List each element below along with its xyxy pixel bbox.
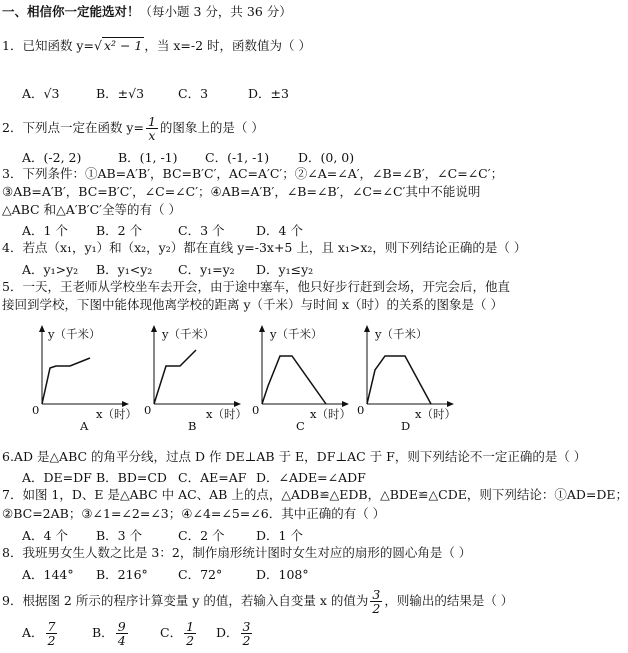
graph-c-xlabel: x（时） (310, 407, 351, 421)
graph-d-ylabel: y（千米） (375, 327, 428, 341)
sqrt-expression: √ x² − 1 (93, 38, 143, 53)
q7-option-b: B．3 个 (96, 528, 143, 543)
graph-d (353, 322, 458, 432)
q5-graphs (28, 322, 458, 432)
q8-option-b: B．216° (96, 567, 148, 582)
graph-d-label: D (401, 419, 411, 433)
q6-option-d: D．∠ADE=∠ADF (256, 470, 366, 485)
graph-c-label: C (296, 419, 305, 433)
graph-b-y-arrow (151, 325, 157, 332)
q4-option-d: D．y₁≤y₂ (256, 262, 314, 277)
q7-option-a: A．4 个 (22, 528, 68, 543)
graph-b-origin: 0 (144, 403, 152, 417)
section-note: （每小题 3 分，共 36 分） (139, 4, 292, 19)
graph-a-xlabel: x（时） (96, 407, 137, 421)
graph-b-ylabel: y（千米） (162, 327, 215, 341)
q9-d-letter: D． (216, 625, 239, 640)
graph-c-curve (262, 356, 326, 404)
q8-option-d: D．108° (256, 567, 309, 582)
q2-option-d: D．(0, 0) (298, 150, 355, 165)
q9-d-num: 3 (242, 619, 251, 634)
q9-a-fraction (46, 620, 58, 647)
q1-stem-after: ，当 x=-2 时，函数值为（ ） (144, 38, 311, 53)
q9-stem-after: ，则输出的结果是（ ） (384, 593, 514, 608)
q8-option-a: A．144° (22, 567, 74, 582)
q6-stem: 6.AD 是△ABC 的角平分线，过点 D 作 DE⊥AB 于 E，DF⊥AC 于 F，则下列结论不一定正确的是（ ） (2, 449, 587, 464)
q9-c-letter: C． (160, 625, 183, 640)
q7-option-c: C．2 个 (178, 528, 225, 543)
graph-d-origin: 0 (357, 403, 365, 417)
q9-c-den: 2 (186, 633, 195, 648)
question-1 (2, 38, 311, 54)
graph-a-label: A (80, 419, 89, 433)
q4-option-a: A．y₁>y₂ (22, 262, 79, 277)
q1-option-a: A．√3 (22, 86, 60, 101)
graph-b-xlabel: x（时） (206, 407, 247, 421)
q9-c-fraction (184, 620, 196, 647)
q1-option-c: C．3 (178, 86, 209, 101)
graph-c (248, 322, 353, 432)
graph-a-y-arrow (39, 325, 45, 332)
question-9 (2, 588, 513, 615)
q9-d-fraction (241, 620, 253, 647)
q9-option-c (160, 620, 198, 647)
question-2 (2, 115, 264, 142)
graph-c-origin: 0 (252, 403, 260, 417)
q5-line-2: 接回到学校，下图中能体现他离学校的距离 y（千米）与时间 x（时）的关系的图象是（ ） (2, 297, 504, 312)
q2-option-b: B．(1, -1) (118, 150, 178, 165)
q9-b-fraction (116, 620, 128, 647)
graph-d-xlabel: x（时） (415, 407, 456, 421)
q9-option-a (22, 620, 59, 647)
q9-b-letter: B． (92, 625, 114, 640)
q4-option-c: C．y₁=y₂ (178, 262, 235, 277)
q4-option-b: B．y₁<y₂ (96, 262, 153, 277)
q2-option-a: A．(-2, 2) (22, 150, 82, 165)
q9-a-num: 7 (47, 619, 56, 634)
q9-a-letter: A． (22, 625, 44, 640)
q3-option-d: D．4 个 (256, 223, 303, 238)
q9-d-den: 2 (242, 633, 251, 648)
q4-stem: 4．若点（x₁，y₁）和（x₂，y₂）都在直线 y=-3x+5 上，且 x₁>x₂，则下列结论正确的是（ ） (2, 240, 527, 255)
q3-line-1: 3．下列条件：①AB=A′B′，BC=B′C′，AC=A′C′；②∠A=∠A′，∠B=∠B′，∠C=∠C′； (2, 166, 504, 181)
q2-option-c: C．(-1, -1) (205, 150, 270, 165)
graph-b (140, 322, 245, 432)
q7-option-d: D．1 个 (256, 528, 303, 543)
q2-stem-before: 2．下列点一定在函数 y= (2, 120, 144, 135)
graph-a (28, 322, 137, 433)
graph-d-y-arrow (364, 325, 370, 332)
q9-frac-den: 2 (372, 601, 381, 616)
q1-stem-before: 1．已知函数 y= (2, 38, 94, 53)
graph-a-curve (42, 358, 90, 404)
q2-frac-num: 1 (147, 114, 156, 129)
graph-b-label: B (188, 419, 197, 433)
q9-b-den: 4 (117, 633, 126, 648)
q9-frac-num: 3 (372, 587, 381, 602)
q9-a-den: 2 (47, 633, 56, 648)
graph-a-origin: 0 (32, 403, 40, 417)
q2-fraction (146, 115, 158, 142)
q3-line-2: ③AB=A′B′，BC=B′C′，∠C=∠C′；④AB=A′B′，∠B=∠B′，∠C=∠C′其中不能说明 (2, 184, 481, 199)
q1-option-d: D．±3 (248, 86, 289, 101)
q9-option-d (216, 620, 254, 647)
q9-fraction (370, 588, 382, 615)
graph-a-ylabel: y（千米） (48, 327, 101, 341)
q3-line-3: △ABC 和△A′B′C′全等的有（ ） (2, 202, 181, 217)
q7-line-2: ②BC=2AB；③∠1=∠2=∠3；④∠4=∠5=∠6．其中正确的有（ ） (2, 506, 386, 521)
q3-option-b: B．2 个 (96, 223, 143, 238)
q9-c-num: 1 (186, 619, 195, 634)
q6-option-c: C．AE=AF (178, 470, 247, 485)
section-title: 一、相信你一定能选对！ (2, 4, 140, 19)
q5-line-1: 5．一天，王老师从学校坐车去开会，由于途中塞车，他只好步行赶到会场，开完会后，他直 (2, 279, 510, 294)
section-heading (2, 4, 292, 20)
q6-option-b: B．BD=CD (96, 470, 167, 485)
q2-frac-den: x (148, 128, 156, 143)
q9-option-b (92, 620, 130, 647)
graph-b-curve (154, 350, 196, 404)
graph-c-ylabel: y（千米） (270, 327, 323, 341)
graph-d-curve (367, 356, 431, 404)
q9-b-num: 9 (117, 619, 126, 634)
q3-option-c: C．3 个 (178, 223, 225, 238)
q9-stem-before: 9．根据图 2 所示的程序计算变量 y 的值，若输入自变量 x 的值为 (2, 593, 369, 608)
graph-c-y-arrow (259, 325, 265, 332)
q1-radicand: x² − 1 (103, 38, 143, 53)
q8-option-c: C．72° (178, 567, 223, 582)
q6-option-a: A．DE=DF (22, 470, 92, 485)
q1-option-b: B．±√3 (96, 86, 145, 101)
q2-stem-after: 的图象上的是（ ） (159, 120, 264, 135)
q8-stem: 8．我班男女生人数之比是 3：2，制作扇形统计图时女生对应的扇形的圆心角是（ ） (2, 545, 472, 560)
q3-option-a: A．1 个 (22, 223, 68, 238)
q7-line-1: 7．如图 1，D、E 是△ABC 中 AC、AB 上的点，△ADB≌△EDB，△BDE≌△CDE，则下列结论：①AD=DE； (2, 487, 628, 502)
